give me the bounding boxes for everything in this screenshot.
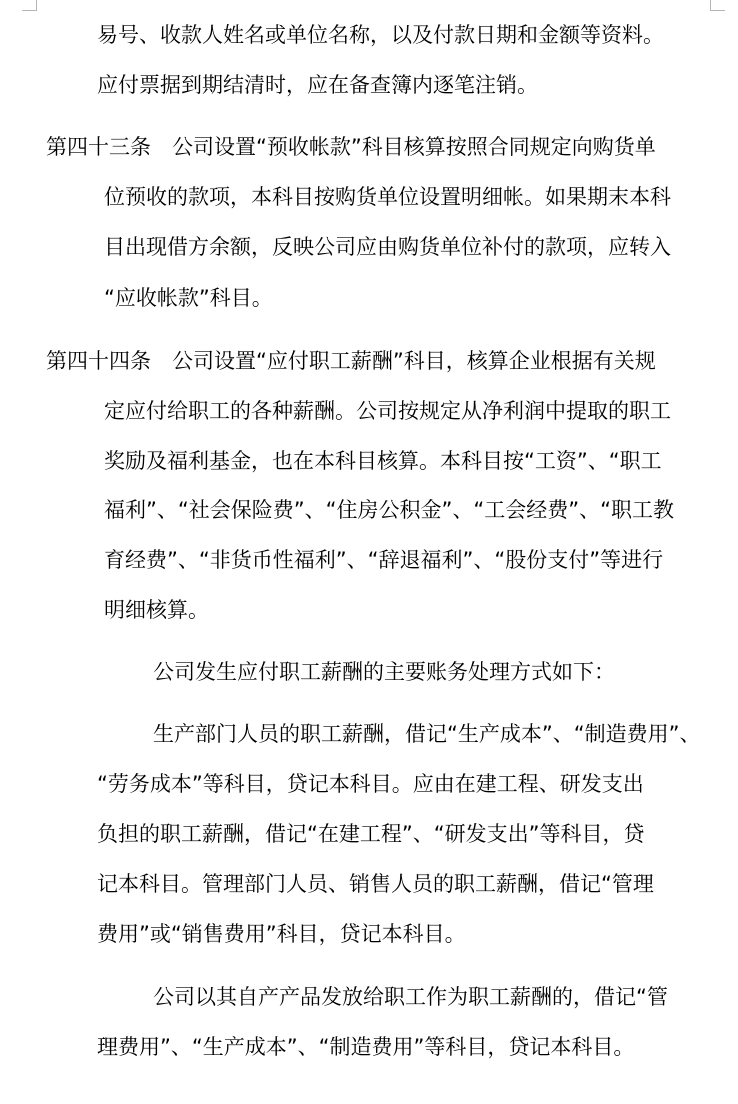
paragraph-line: 育经费”、“非货币性福利”、“辞退福利”、“股份支付”等进行 — [104, 548, 664, 572]
paragraph-line: 福利”、“社会保险费”、“住房公积金”、“工会经费”、“职工教 — [104, 498, 675, 522]
crop-mark-right — [710, 0, 725, 11]
article-44-heading-line: 第四十四条 公司设置“应付职工薪酬”科目，核算企业根据有关规 — [46, 349, 656, 373]
paragraph-line: 生产部门人员的职工薪酬，借记“生产成本”、“制造费用”、 — [153, 722, 701, 746]
paragraph-line: 记本科目。管理部门人员、销售人员的职工薪酬，借记“管理 — [97, 872, 654, 896]
paragraph-line: 费用”或“销售费用”科目，贷记本科目。 — [97, 922, 466, 946]
paragraph-line: 负担的职工薪酬，借记“在建工程”、“研发支出”等科目，贷 — [97, 822, 645, 846]
paragraph-line: 理费用”、“生产成本”、“制造费用”等科目，贷记本科目。 — [97, 1035, 635, 1059]
paragraph-line: “应收帐款”科目。 — [104, 286, 273, 310]
paragraph-line: 公司发生应付职工薪酬的主要账务处理方式如下： — [153, 660, 615, 684]
paragraph-line: 位预收的款项，本科目按购货单位设置明细帐。如果期末本科 — [104, 185, 671, 209]
paragraph-line: 应付票据到期结清时，应在备查簿内逐笔注销。 — [97, 73, 538, 97]
crop-mark-left — [22, 0, 37, 11]
paragraph-line: 公司以其自产产品发放给职工作为职工薪酬的，借记“管 — [153, 985, 668, 1009]
paragraph-line: 定应付给职工的各种薪酬。公司按规定从净利润中提取的职工 — [104, 399, 671, 423]
paragraph-line: 奖励及福利基金，也在本科目核算。本科目按“工资”、“职工 — [104, 449, 662, 473]
paragraph-line: 明细核算。 — [104, 598, 209, 622]
paragraph-line: “劳务成本”等科目，贷记本科目。应由在建工程、研发支出 — [97, 772, 644, 796]
article-43-heading-line: 第四十三条 公司设置“预收帐款”科目核算按照合同规定向购货单 — [46, 135, 656, 159]
paragraph-line: 目出现借方余额，反映公司应由购货单位补付的款项，应转入 — [104, 235, 671, 259]
paragraph-line: 易号、收款人姓名或单位名称，以及付款日期和金额等资料。 — [97, 23, 664, 47]
